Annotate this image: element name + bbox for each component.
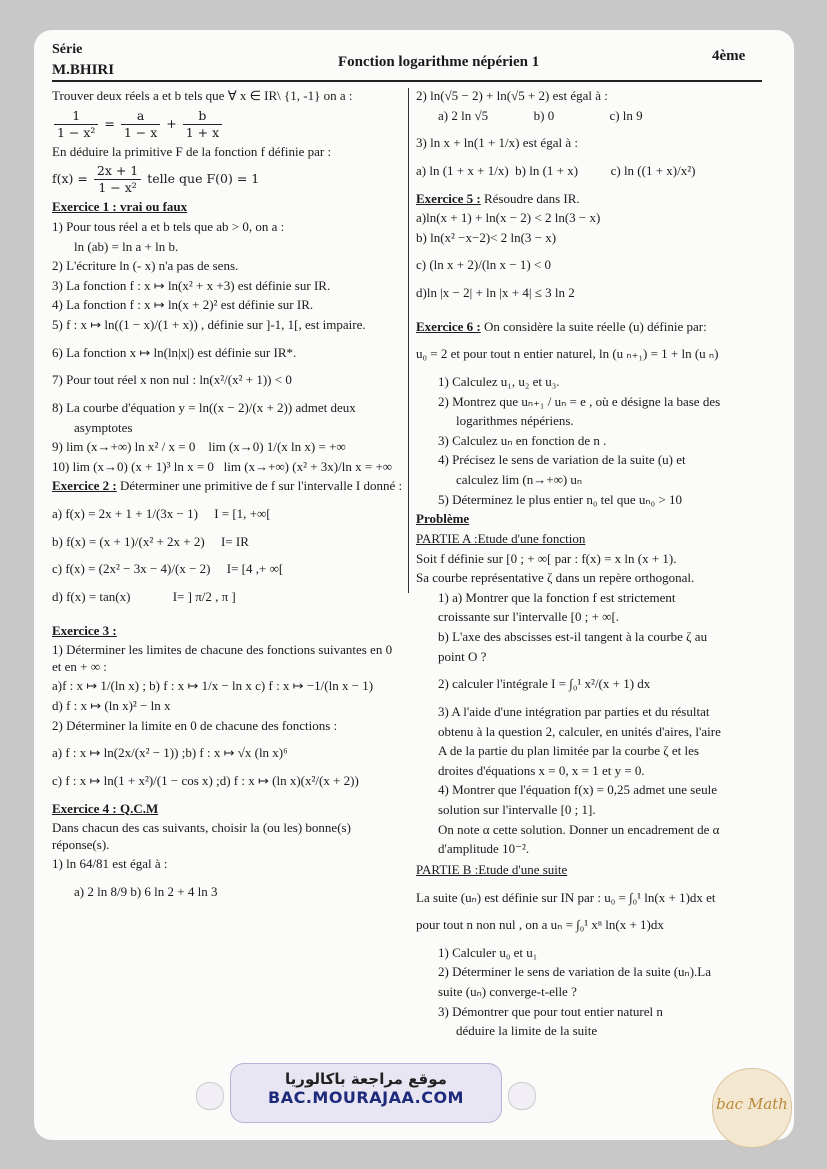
ex1-title: Exercice 1 : vrai ou faux (52, 199, 188, 215)
banner-site: BAC.MOURAJAA.COM (268, 1088, 464, 1107)
right-column (416, 88, 754, 1043)
partA-item-1a: 1) a) Montrer que la fonction f est strictement (438, 589, 676, 605)
partA-item-1b: b) L'axe des abscisses est-il tangent à la courbe ζ au (438, 629, 708, 644)
ex4-intro: Dans chacun des cas suivants, choisir la (ou les) bonne(s) réponse(s). (52, 820, 351, 852)
ex2-b-interval: I= IR (220, 533, 249, 549)
ex5-item-b: b) ln(x² −x−2)< 2 ln(3 − x) (416, 229, 557, 245)
ex1-item-9b: lim (x→0) 1/(x ln x) = +∞ (208, 439, 346, 455)
book-logo-icon (508, 1082, 536, 1110)
ex1-item-5: 5) f : x ↦ ln((1 − x)/(1 + x)) , définie sur ]-1, 1[, est impaire. (52, 317, 366, 332)
partA-item-3c: A de la partie du plan limitée par la courbe ζ et les (438, 743, 699, 759)
partB-definition-2: pour tout n non nul , on a uₙ = ∫₀¹ xⁿ ln(x + 1)dx (416, 917, 664, 933)
problem-title: Problème (416, 511, 470, 527)
bac-math-stamp (712, 1068, 792, 1148)
ex1-item-4: 4) La fonction f : x ↦ ln(x + 2)² est définie sur IR. (52, 297, 314, 313)
intro-f-den: 1 − x² (98, 180, 137, 196)
class-level: 4ème (712, 48, 746, 64)
intro-line-1: Trouver deux réels a et b tels que ∀ x ∈ IR\ {1, -1} on a : (52, 88, 353, 103)
ex2-c-expr: c) f(x) = (2x² − 3x − 4)/(x − 2) (52, 561, 211, 577)
ex1-item-8b: asymptotes (74, 419, 133, 435)
partA-item-3b: obtenu à la question 2, calculer, en unités d'aires, l'aire (438, 723, 721, 739)
banner-arabic: موقع مراجعة باكالوريا (285, 1070, 447, 1088)
ex3-title: Exercice 3 : (52, 622, 117, 638)
partA-curve: Sa courbe représentative ζ dans un repère orthogonal. (416, 570, 695, 586)
ex2-item-b (52, 534, 404, 551)
ex3-item-1: 1) Déterminer les limites de chacune des fonctions suivantes en 0 et en + ∞ : (52, 642, 393, 674)
intro-f-num: 2x + 1 (94, 163, 141, 180)
ex6-heading (416, 319, 754, 336)
author-name: M.BHIRI (52, 62, 115, 78)
ex2-item-a (52, 506, 404, 523)
ex6-item-2b: logarithmes népériens. (456, 413, 574, 429)
ex2-a-interval: I = [1, +∞[ (214, 506, 271, 521)
ex1-item-1: 1) Pour tous réel a et b tels que ab > 0, on a : (52, 218, 285, 234)
intro-line-2: En déduire la primitive F de la fonction f définie par : (52, 143, 332, 159)
partA-title: PARTIE A :Etude d'une fonction (416, 530, 586, 546)
ex1-item-7: 7) Pour tout réel x non nul : ln(x²/(x² + 1)) < 0 (52, 372, 292, 388)
site-banner[interactable] (230, 1063, 502, 1123)
ex2-item-d (52, 589, 404, 606)
ex1-item-3: 3) La fonction f : x ↦ ln(x² + x +3) est définie sur IR. (52, 277, 331, 293)
ex2-heading (52, 478, 404, 495)
ex2-b-expr: b) f(x) = (x + 1)/(x² + 2x + 2) (52, 533, 205, 549)
partB-item-3: 3) Démontrer que pour tout entier naturel n (438, 1003, 663, 1019)
partA-item-4c: On note α cette solution. Donner un encadrement de α (438, 821, 720, 837)
ex5-item-c: c) (ln x + 2)/(ln x − 1) < 0 (416, 257, 551, 273)
intro-eq-b-den: 1 + x (185, 124, 220, 140)
intro-eq-lhs-den: 1 − x² (57, 124, 96, 140)
ex6-item-4b: calculez lim (n→+∞) uₙ (456, 472, 583, 487)
intro-f-rhs: telle que F(0) = 1 (147, 171, 260, 187)
ex5-item-d: d)ln |x − 2| + ln |x + 4| ≤ 3 ln 2 (416, 285, 575, 300)
serie-label: Série (52, 42, 83, 57)
intro-f-lhs: f(x) = (52, 171, 88, 187)
stamp-text: bac Math (716, 1095, 788, 1113)
ex5-item-a: a)ln(x + 1) + ln(x − 2) < 2 ln(3 − x) (416, 210, 601, 226)
ex1-item-10a: 10) lim (x→0) (x + 1)³ ln x = 0 (52, 458, 214, 474)
ex1-item-2: 2) L'écriture ln (- x) n'a pas de sens. (52, 258, 239, 274)
partA-definition: Soit f définie sur [0 ; + ∞[ par : f(x) = x ln (x + 1). (416, 550, 677, 566)
ex1-item-9a: 9) lim (x→+∞) ln x² / x = 0 (52, 439, 196, 455)
qcm-item-3-answers (416, 163, 754, 180)
qcm-item-2-answers (416, 108, 754, 125)
ex3-item-1a: a)f : x ↦ 1/(ln x) ; b) f : x ↦ 1/x − ln x c) f : x ↦ −1/(ln x − 1) (52, 678, 374, 694)
ex4-title: Exercice 4 : Q.C.M (52, 800, 159, 816)
ex3-item-2a: a) f : x ↦ ln(2x/(x² − 1)) ;b) f : x ↦ √x (ln x)⁶ (52, 745, 288, 761)
intro-function (52, 163, 404, 196)
worksheet (34, 30, 794, 1140)
ex1-item-6: 6) La fonction x ↦ ln(ln|x|) est définie sur IR*. (52, 344, 297, 360)
ex5-heading (416, 191, 754, 208)
partB-item-2b: suite (uₙ) converge-t-elle ? (438, 984, 577, 999)
partB-definition: La suite (uₙ) est définie sur IN par : u₀ = ∫₀¹ ln(x + 1)dx et (416, 889, 716, 905)
ex6-item-2: 2) Montrez que uₙ₊₁ / uₙ = e , où e désigne la base des (438, 393, 721, 409)
left-column (52, 88, 404, 904)
partA-item-4: 4) Montrer que l'équation f(x) = 0,25 admet une seule (438, 782, 717, 798)
ex2-intro: Déterminer une primitive de f sur l'intervalle I donné : (119, 478, 403, 494)
ex5-title: Exercice 5 : (416, 190, 481, 206)
qcm-item-2: 2) ln(√5 − 2) + ln(√5 + 2) est égal à : (416, 88, 608, 103)
ex3-item-2: 2) Déterminer la limite en 0 de chacune des fonctions : (52, 717, 338, 733)
intro-eq-lhs-num: 1 (54, 108, 98, 125)
ex5-intro: Résoudre dans IR. (483, 190, 580, 206)
qcm-item-3: 3) ln x + ln(1 + 1/x) est égal à : (416, 135, 578, 151)
partA-item-3: 3) A l'aide d'une intégration par parties et du résultat (438, 703, 710, 719)
ex1-item-10 (52, 459, 404, 476)
book-logo-icon (196, 1082, 224, 1110)
ex2-d-expr: d) f(x) = tan(x) (52, 588, 131, 604)
ex6-item-4: 4) Précisez le sens de variation de la suite (u) et (438, 452, 686, 468)
partA-item-1b2: point O ? (438, 648, 487, 664)
ex2-d-interval: I= ] π/2 , π ] (172, 588, 236, 604)
ex6-intro: On considère la suite réelle (u) définie par: (483, 318, 707, 334)
ex6-item-3: 3) Calculez uₙ en fonction de n . (438, 432, 607, 448)
partB-item-4: déduire la limite de la suite (456, 1023, 598, 1039)
ex1-item-1b: ln (ab) = ln a + ln b. (74, 238, 179, 254)
ex2-a-expr: a) f(x) = 2x + 1 + 1/(3x − 1) (52, 506, 198, 521)
partB-title: PARTIE B :Etude d'une suite (416, 861, 568, 877)
intro-equation: $\frac{1}{\text{1 − x²}}$ = $\frac{a}{1 - x}$ + $\frac{b}{1 + x}$ (52, 108, 404, 141)
qcm-2-a: a) 2 ln √5 (438, 107, 489, 123)
ex2-title: Exercice 2 : (52, 478, 117, 494)
ex1-item-10b: lim (x→+∞) (x² + 3x)/ln x = +∞ (223, 458, 393, 474)
header-rule (52, 80, 762, 82)
qcm-2-c: c) ln 9 (609, 107, 643, 123)
ex4-item-1: 1) ln 64/81 est égal à : (52, 856, 168, 872)
intro-eq-a-den: 1 − x (123, 124, 158, 140)
partA-item-4b: solution sur l'intervalle [0 ; 1]. (438, 802, 596, 817)
ex4-item-1-answers: a) 2 ln 8/9 b) 6 ln 2 + 4 ln 3 (74, 884, 218, 899)
partA-item-2: 2) calculer l'intégrale I = ∫₀¹ x²/(x + 1) dx (438, 676, 651, 692)
ex6-item-1: 1) Calculez u₁, u₂ et u₃. (438, 373, 560, 389)
column-divider (408, 88, 409, 593)
intro-eq-b: b (183, 108, 222, 125)
partA-item-3d: droites d'équations x = 0, x = 1 et y = 0. (438, 762, 645, 778)
qcm-3-a: a) ln (1 + x + 1/x) (416, 162, 509, 178)
ex3-item-2c: c) f : x ↦ ln(1 + x²)/(1 − cos x) ;d) f : x ↦ (ln x)(x²/(x + 2)) (52, 772, 359, 788)
ex6-title: Exercice 6 : (416, 318, 481, 334)
ex6-definition: u₀ = 2 et pour tout n entier naturel, ln (u ₙ₊₁) = 1 + ln (u ₙ) (416, 346, 719, 362)
ex2-item-c (52, 561, 404, 578)
partA-item-4d: d'amplitude 10⁻². (438, 841, 530, 857)
ex2-c-interval: I= [4 ,+ ∞[ (226, 561, 284, 577)
qcm-3-b: b) ln (1 + x) (515, 162, 579, 178)
ex3-item-1d: d) f : x ↦ (ln x)² − ln x (52, 698, 171, 713)
ex6-item-5: 5) Déterminez le plus entier n₀ tel que uₙ₀ > 10 (438, 491, 682, 507)
partB-item-1: 1) Calculer u₀ et u₁ (438, 944, 538, 960)
intro-eq-a: a (121, 108, 160, 125)
worksheet-title: Fonction logarithme népérien 1 (338, 54, 540, 70)
qcm-3-c: c) ln ((1 + x)/x²) (610, 162, 696, 178)
worksheet-header (52, 38, 772, 88)
ex1-item-8: 8) La courbe d'équation y = ln((x − 2)/(x + 2)) admet deux (52, 399, 356, 415)
ex1-item-9 (52, 439, 404, 456)
partB-item-2: 2) Déterminer le sens de variation de la suite (uₙ).La (438, 964, 712, 980)
qcm-2-b: b) 0 (533, 107, 555, 123)
partA-item-1a2: croissante sur l'intervalle [0 ; + ∞[. (438, 609, 620, 625)
